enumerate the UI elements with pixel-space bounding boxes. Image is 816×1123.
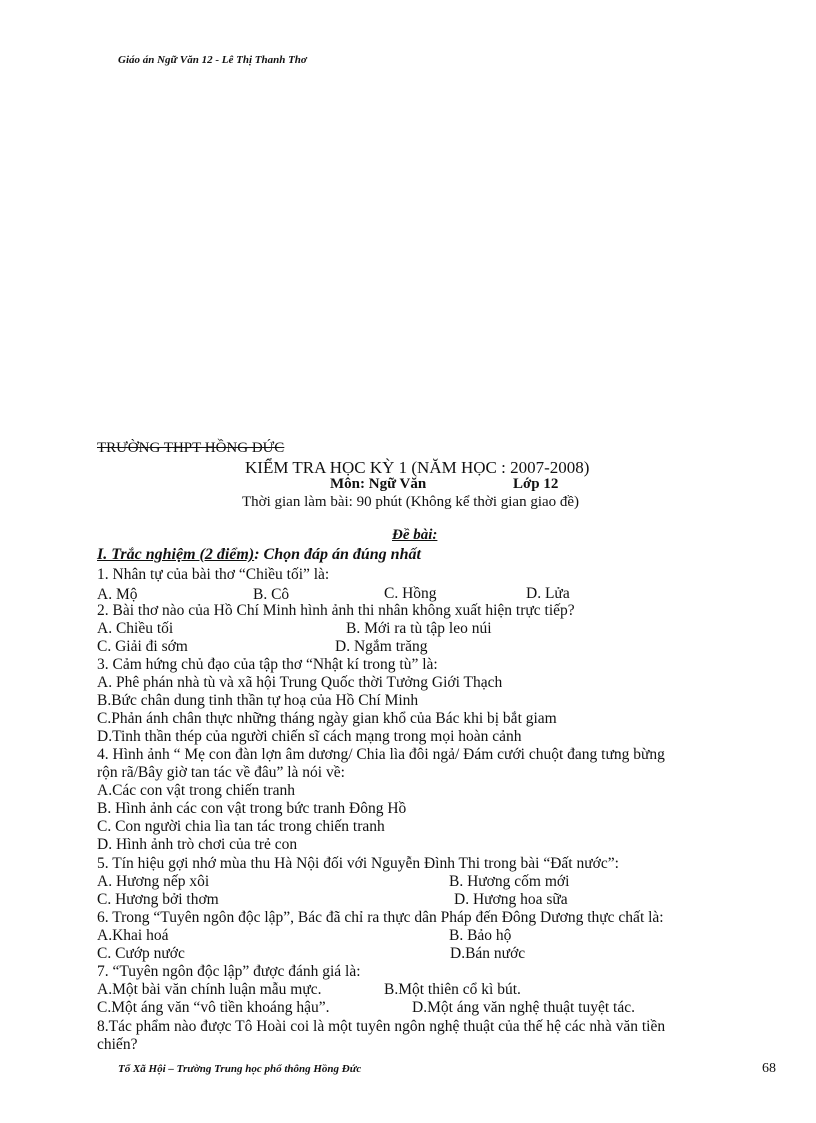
grade-label: Lớp 12 <box>513 476 559 492</box>
q1-option-c: C. Hồng <box>384 585 437 602</box>
question-4-line-2: rộn rã/Bây giờ tan tác về đâu” là nói về: <box>97 764 345 781</box>
q4-option-b: B. Hình ảnh các con vật trong bức tranh Đông Hồ <box>97 800 407 817</box>
subject-label: Môn: Ngữ Văn <box>330 476 427 492</box>
question-2: 2. Bài thơ nào của Hồ Chí Minh hình ảnh thi nhân không xuất hiện trực tiếp? <box>97 602 575 619</box>
q7-option-b: B.Một thiên cổ kì bút. <box>384 981 521 998</box>
question-5: 5. Tín hiệu gợi nhớ mùa thu Hà Nội đối với Nguyễn Đình Thi trong bài “Đất nước”: <box>97 855 619 872</box>
running-footer: Tổ Xã Hội – Trường Trung học phổ thông Hồng Đức <box>118 1063 362 1075</box>
question-8-line-1: 8.Tác phẩm nào được Tô Hoài coi là một tuyên ngôn nghệ thuật của thế hệ các nhà văn tiền <box>97 1018 666 1035</box>
q1-option-d: D. Lửa <box>526 585 570 602</box>
running-header: Giáo án Ngữ Văn 12 - Lê Thị Thanh Thơ <box>118 54 307 66</box>
section-1-points: (2 điểm) <box>195 546 255 563</box>
question-6: 6. Trong “Tuyên ngôn độc lập”, Bác đã chỉ ra thực dân Pháp đến Đông Dương thực chất là: <box>97 909 664 926</box>
exam-title: KIỂM TRA HỌC KỲ 1 (NĂM HỌC : 2007-2008) <box>245 458 590 477</box>
q5-option-a: A. Hương nếp xôi <box>97 873 210 890</box>
q3-option-d: D.Tinh thần thép của người chiến sĩ cách mạng trong mọi hoàn cảnh <box>97 728 522 745</box>
q4-option-c: C. Con người chia lìa tan tác trong chiến tranh <box>97 818 385 835</box>
section-1-label: I. Trắc nghiệm <box>97 546 196 563</box>
q3-option-a: A. Phê phán nhà tù và xã hội Trung Quốc thời Tưởng Giới Thạch <box>97 674 503 691</box>
time-note: Thời gian làm bài: 90 phút (Không kể thời gian giao đề) <box>242 494 580 510</box>
question-4-line-1: 4. Hình ảnh “ Mẹ con đàn lợn âm dương/ Chia lìa đôi ngả/ Đám cưới chuột đang tưng bừng <box>97 746 665 763</box>
page-number: 68 <box>762 1061 776 1076</box>
q3-option-b: B.Bức chân dung tinh thần tự hoạ của Hồ Chí Minh <box>97 692 419 709</box>
q2-option-a: A. Chiều tối <box>97 620 174 637</box>
section-1-instruction: : Chọn đáp án đúng nhất <box>254 546 421 563</box>
q1-option-a: A. Mộ <box>97 586 138 603</box>
q7-option-a: A.Một bài văn chính luận mẫu mực. <box>97 981 322 998</box>
de-bai-heading: Đề bài: <box>392 527 438 543</box>
q2-option-b: B. Mới ra tù tập leo núi <box>346 620 492 637</box>
q6-option-b: B. Bảo hộ <box>449 927 512 944</box>
q4-option-d: D. Hình ảnh trò chơi của trẻ con <box>97 836 298 853</box>
q7-option-d: D.Một áng văn nghệ thuật tuyệt tác. <box>412 999 635 1016</box>
q7-option-c: C.Một áng văn “vô tiền khoáng hậu”. <box>97 999 330 1016</box>
question-3: 3. Cảm hứng chủ đạo của tập thơ “Nhật kí trong tù” là: <box>97 656 438 673</box>
school-name: TRƯỜNG THPT HỒNG ĐỨC <box>97 440 285 456</box>
q5-option-c: C. Hương bởi thơm <box>97 891 219 908</box>
q2-option-d: D. Ngắm trăng <box>335 638 428 655</box>
q6-option-c: C. Cướp nước <box>97 945 185 962</box>
q1-option-b: B. Cô <box>253 586 290 603</box>
question-7: 7. “Tuyên ngôn độc lập” được đánh giá là: <box>97 963 361 980</box>
question-8-line-2: chiến? <box>97 1036 138 1053</box>
q5-option-d: D. Hương hoa sữa <box>454 891 568 908</box>
q4-option-a: A.Các con vật trong chiến tranh <box>97 782 295 799</box>
q6-option-a: A.Khai hoá <box>97 927 169 944</box>
question-1: 1. Nhân tự của bài thơ “Chiều tối” là: <box>97 566 330 583</box>
q6-option-d: D.Bán nước <box>450 945 526 962</box>
q2-option-c: C. Giải đi sớm <box>97 638 188 655</box>
q3-option-c: C.Phản ánh chân thực những tháng ngày gian khổ của Bác khi bị bắt giam <box>97 710 557 727</box>
q5-option-b: B. Hương cốm mới <box>449 873 570 890</box>
section-1-heading <box>97 546 421 564</box>
